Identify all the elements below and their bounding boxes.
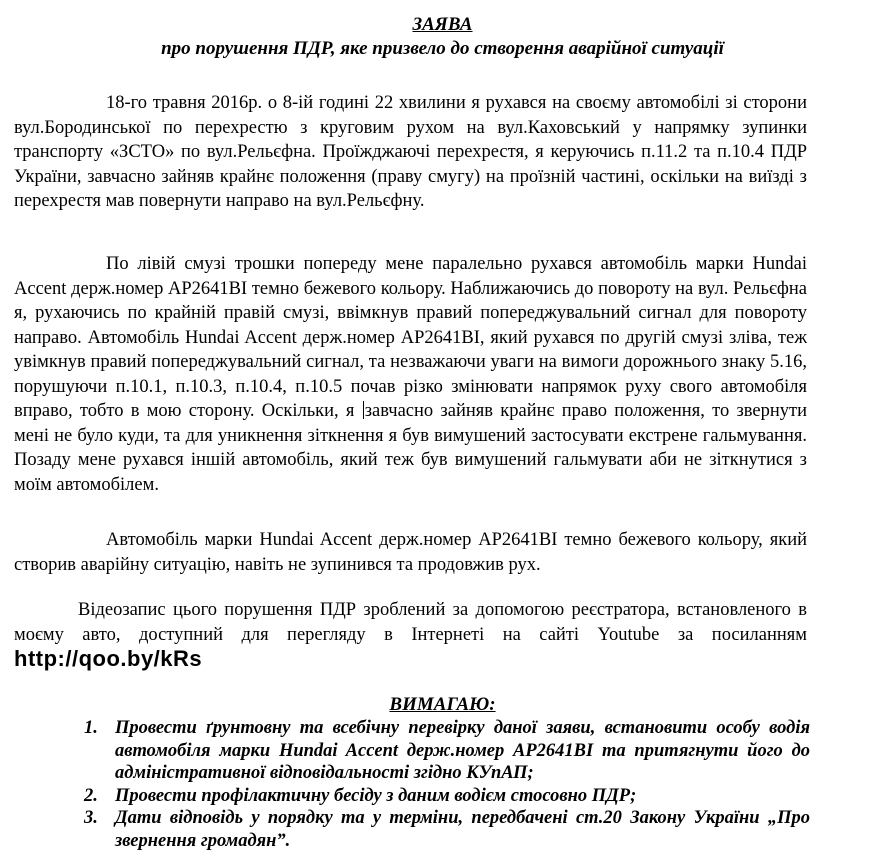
paragraph-violation-part2: завчасно зайняв крайнє право положення, то звернути мені не було куди, та для уникнення зіткнення я був вимушений застосувати екстрене гальмування. Позаду мене рухався іншій автомобіль, який теж був вимушений гальмувати аби не зіткнутися з моїм автомобілем. bbox=[14, 401, 808, 495]
paragraph-violation-text bbox=[14, 252, 807, 497]
demand-number: 3. bbox=[84, 808, 98, 828]
paragraph-violation bbox=[14, 252, 807, 497]
text-cursor bbox=[363, 401, 364, 419]
paragraph-departure bbox=[14, 528, 807, 577]
paragraph-incident bbox=[14, 91, 807, 214]
demand-text: Дати відповідь у порядку та у терміни, передбачені ст.20 Закону України „Про звернення громадян”. bbox=[115, 808, 810, 851]
demand-text: Провести профілактичну бесіду з даним водієм стосовно ПДР; bbox=[115, 785, 637, 806]
demand-item bbox=[84, 717, 810, 785]
document-subtitle: про порушення ПДР, яке призвело до створення аварійної ситуації bbox=[161, 38, 724, 59]
demand-item bbox=[84, 807, 810, 852]
document-title: ЗАЯВА bbox=[412, 14, 473, 35]
demand-list bbox=[84, 717, 810, 852]
paragraph-video bbox=[14, 598, 807, 674]
video-link[interactable]: http://qoo.by/kRs bbox=[14, 646, 203, 671]
demand-text: Провести ґрунтовну та всебічну перевірку даної заяви, встановити особу водія автомобіля марки Hundai Accent держ.номер AP2641BI та притягнути його до адміністративної відповідальності згідно КУпАП; bbox=[115, 718, 810, 783]
demand-number: 2. bbox=[84, 785, 98, 806]
demand-number: 1. bbox=[84, 718, 98, 738]
demand-item bbox=[84, 785, 810, 808]
demand-heading: ВИМАГАЮ: bbox=[389, 694, 496, 715]
paragraph-video-text bbox=[14, 598, 807, 674]
paragraph-violation-part1: По лівій смузі трошки попереду мене паралельно рухався автомобіль марки Hundai Accent держ.номер AP2641BI темно бежевого кольору. Наближаючись до повороту на вул. Рельєфна я, рухаючись по крайній правій смузі, ввімкнув правий попереджувальний сигнал для повороту направо. Автомобіль Hundai Accent держ.номер AP2641BI, який рухався по другій смузі зліва, теж увімкнув правий попереджувальний сигнал, та незважаючи уваги на вимоги дорожнього знаку 5.16, порушуючи п.10.1, п.10.3, п.10.4, п.10.5 почав різко змінювати напрямок руху свого автомобіля вправо, тобто в мою сторону. Оскільки, я bbox=[14, 254, 807, 421]
paragraph-video-body: Відеозапис цього порушення ПДР зроблений за допомогою реєстратора, встановленого в моєму авто, доступний для перегляду в Інтернеті на сайті Youtube за посиланням bbox=[14, 600, 807, 645]
paragraph-departure-text: Автомобіль марки Hundai Accent держ.номер AP2641BI темно бежевого кольору, який створив аварійну ситуацію, навіть не зупинився та продовжив рух. bbox=[14, 530, 807, 575]
paragraph-incident-text: 18-го травня 2016р. о 8-ій годині 22 хвилини я рухався на своєму автомобілі зі сторони вул.Бородинської по перехрестю з круговим рухом на вул.Каховський у напрямку зупинки транспорту «ЗСТО» по вул.Рельєфна. Проїжджаючі перехрестя, я керуючись п.11.2 та п.10.4 ПДР України, завчасно зайняв крайнє положення (праву смугу) на проїзній частині, оскільки на виїзді з перехрестя мав повернути направо на вул.Рельєфну. bbox=[14, 93, 807, 211]
